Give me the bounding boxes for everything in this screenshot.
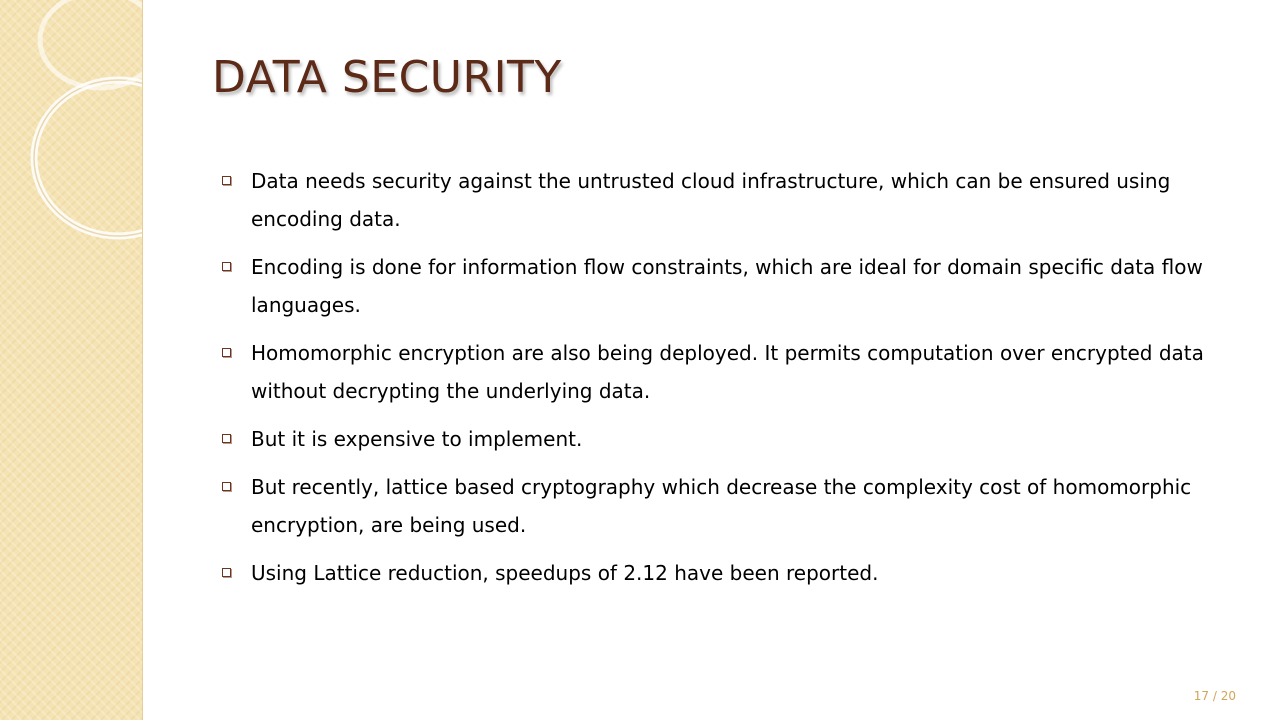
- bullet-text: Encoding is done for information flow constraints, which are ideal for domain specific data flow languages.: [251, 255, 1203, 317]
- square-bullet-icon: [222, 262, 231, 271]
- bullet-item: [220, 554, 1230, 592]
- square-bullet-icon: [222, 434, 231, 443]
- bullet-item: [220, 468, 1230, 544]
- bullet-text: But recently, lattice based cryptography which decrease the complexity cost of homomorphic encryption, are being used.: [251, 475, 1192, 537]
- slide-title: DATA SECURITY: [212, 52, 562, 103]
- side-decoration-panel: [0, 0, 143, 720]
- square-bullet-icon: [222, 348, 231, 357]
- ring-decoration: [0, 0, 142, 720]
- bullet-list: [220, 162, 1230, 602]
- bullet-text: Data needs security against the untrusted cloud infrastructure, which can be ensured using encoding data.: [251, 169, 1171, 231]
- bullet-text: Homomorphic encryption are also being deployed. It permits computation over encrypted data without decrypting the underlying data.: [251, 341, 1204, 403]
- bullet-text: Using Lattice reduction, speedups of 2.12 have been reported.: [251, 561, 879, 585]
- page-number: 17 / 20: [1193, 689, 1236, 703]
- bullet-item: [220, 334, 1230, 410]
- square-bullet-icon: [222, 482, 231, 491]
- bullet-item: [220, 420, 1230, 458]
- square-bullet-icon: [222, 568, 231, 577]
- bullet-text: But it is expensive to implement.: [251, 427, 583, 451]
- bullet-item: [220, 248, 1230, 324]
- bullet-item: [220, 162, 1230, 238]
- square-bullet-icon: [222, 176, 231, 185]
